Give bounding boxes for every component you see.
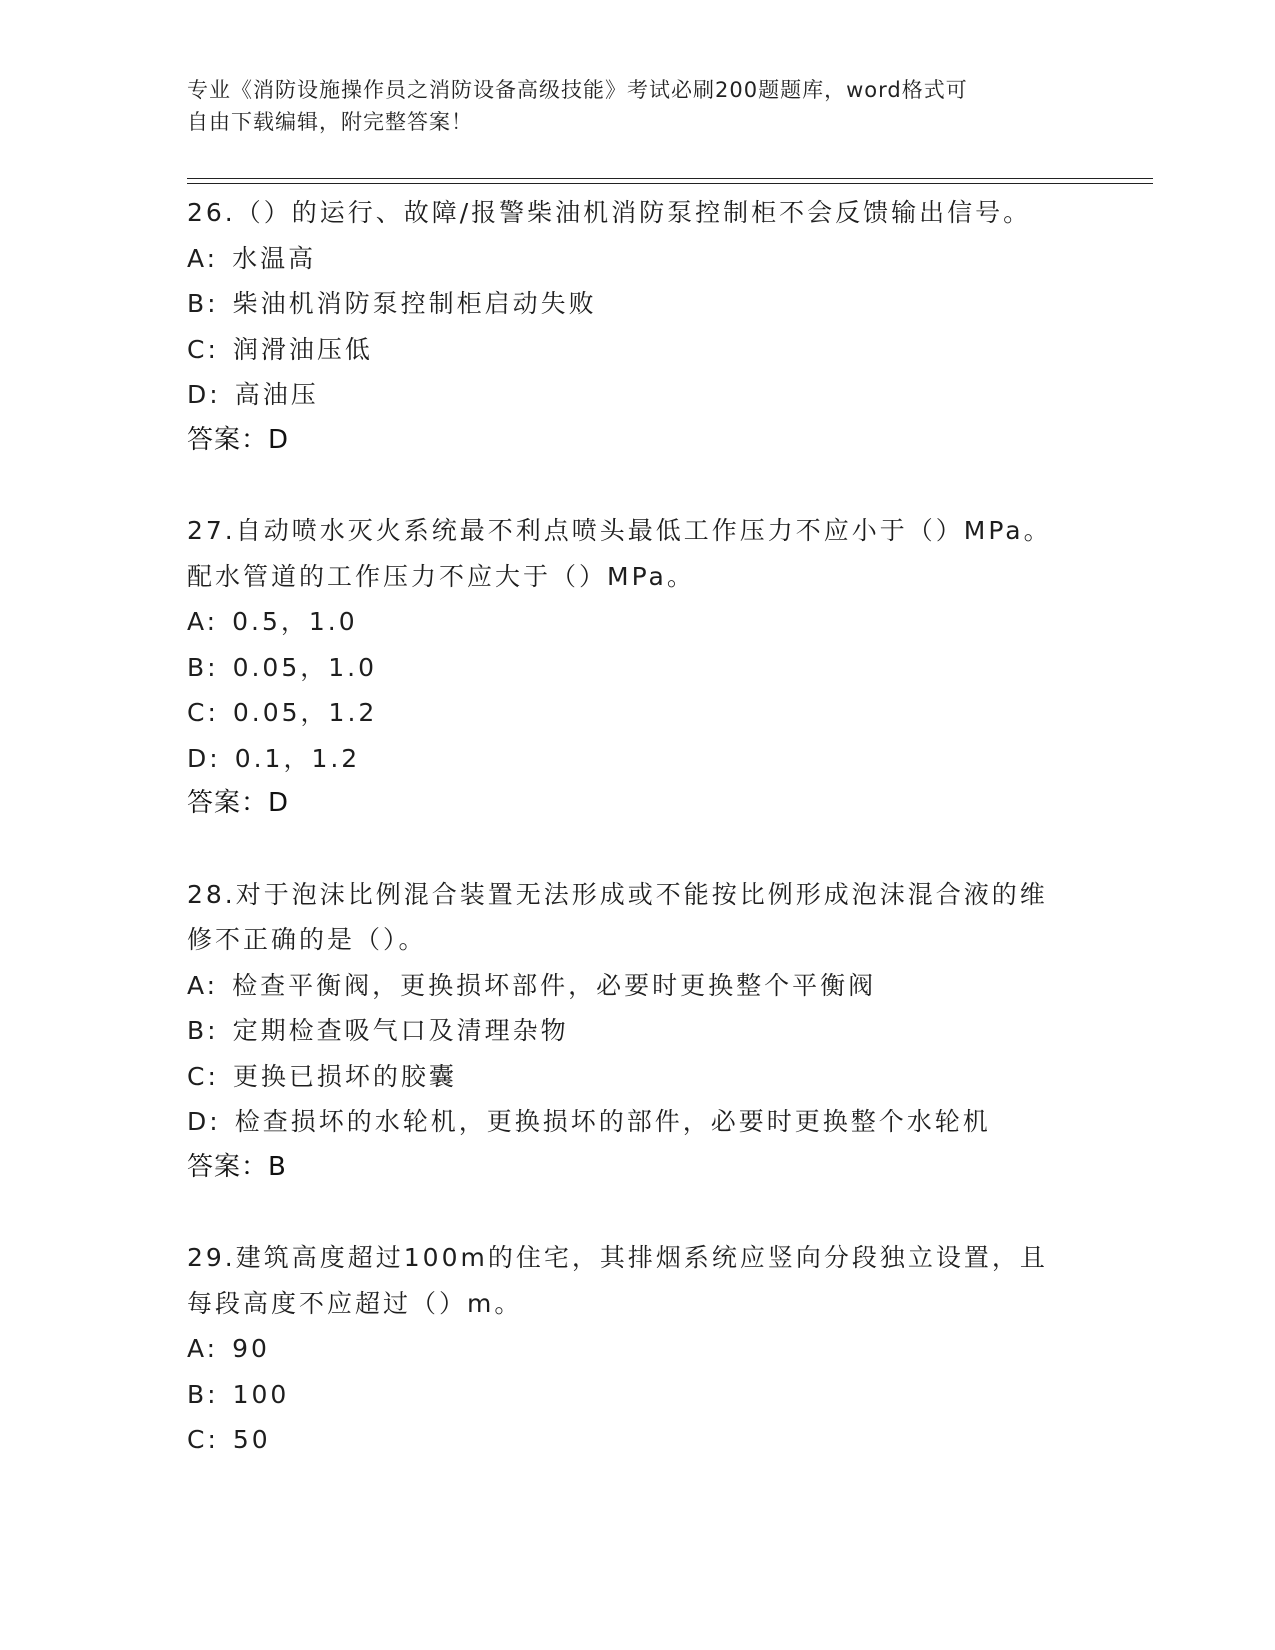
question-stem: 29.建筑高度超过100m的住宅，其排烟系统应竖向分段独立设置，且 — [187, 1243, 1048, 1272]
option-d — [187, 1099, 1153, 1145]
option-b — [187, 1008, 1153, 1054]
header-divider-top — [187, 178, 1153, 179]
question-28 — [187, 872, 1153, 1191]
option-key: C: — [187, 1425, 219, 1454]
question-stem-cont: 修不正确的是（）。 — [187, 925, 427, 954]
option-text: 50 — [232, 1425, 271, 1454]
option-text: 检查平衡阀，更换损坏部件，必要时更换整个平衡阀 — [232, 970, 877, 1000]
option-c — [187, 1054, 1153, 1100]
option-text: 100 — [232, 1379, 290, 1409]
option-key: B: — [187, 1016, 219, 1045]
option-a — [187, 599, 1153, 645]
option-text: 检查损坏的水轮机，更换损坏的部件，必要时更换整个水轮机 — [234, 1107, 991, 1136]
question-27 — [187, 508, 1153, 827]
option-a — [187, 963, 1153, 1009]
question-stem-cont: 每段高度不应超过（）m。 — [187, 1288, 523, 1318]
answer: 答案：D — [187, 788, 290, 818]
option-text: 90 — [232, 1334, 270, 1363]
answer: 答案：B — [187, 1151, 287, 1182]
option-b — [187, 645, 1153, 691]
option-key: A: — [187, 243, 219, 273]
option-key: C: — [187, 698, 219, 727]
header-line-1: 专业《消防设施操作员之消防设备高级技能》考试必刷200题题库，word格式可 — [187, 78, 968, 102]
option-d — [187, 736, 1153, 782]
header-divider-bottom — [187, 183, 1153, 184]
option-key: B: — [187, 652, 219, 682]
option-c — [187, 327, 1153, 373]
option-text: 定期检查吸气口及清理杂物 — [232, 1016, 569, 1045]
option-key: A: — [187, 1334, 219, 1363]
question-29 — [187, 1235, 1153, 1463]
option-key: A: — [187, 970, 219, 1000]
question-stem: 28.对于泡沫比例混合装置无法形成或不能按比例形成泡沫混合液的维 — [187, 879, 1048, 909]
document-header — [187, 74, 1087, 138]
option-key: D: — [187, 743, 221, 773]
question-stem-cont: 配水管道的工作压力不应大于（）MPa。 — [187, 561, 695, 591]
option-text: 0.05，1.0 — [232, 652, 378, 682]
header-line-2: 自由下载编辑，附完整答案！ — [187, 110, 473, 134]
option-b — [187, 1372, 1153, 1418]
option-c — [187, 1417, 1153, 1463]
option-key: C: — [187, 334, 219, 364]
option-key: B: — [187, 289, 219, 318]
option-key: D: — [187, 380, 221, 409]
option-c — [187, 690, 1153, 736]
option-a — [187, 1326, 1153, 1372]
question-list — [187, 190, 1153, 1463]
answer: 答案：D — [187, 424, 290, 455]
option-text: 水温高 — [232, 243, 317, 273]
option-b — [187, 281, 1153, 327]
option-text: 高油压 — [234, 380, 319, 409]
question-26 — [187, 190, 1153, 463]
option-text: 润滑油压低 — [232, 334, 373, 364]
option-d — [187, 372, 1153, 418]
option-a — [187, 236, 1153, 282]
option-key: D: — [187, 1107, 221, 1136]
question-stem: 26.（）的运行、故障/报警柴油机消防泵控制柜不会反馈输出信号。 — [187, 198, 1032, 227]
option-text: 0.1，1.2 — [234, 743, 361, 773]
option-key: C: — [187, 1061, 219, 1091]
option-text: 0.5，1.0 — [232, 607, 358, 636]
option-text: 柴油机消防泵控制柜启动失败 — [232, 289, 597, 318]
option-text: 更换已损坏的胶囊 — [232, 1061, 457, 1091]
option-key: A: — [187, 607, 219, 636]
question-stem: 27.自动喷水灭火系统最不利点喷头最低工作压力不应小于（）MPa。 — [187, 516, 1052, 545]
option-text: 0.05，1.2 — [232, 698, 378, 727]
option-key: B: — [187, 1379, 219, 1409]
